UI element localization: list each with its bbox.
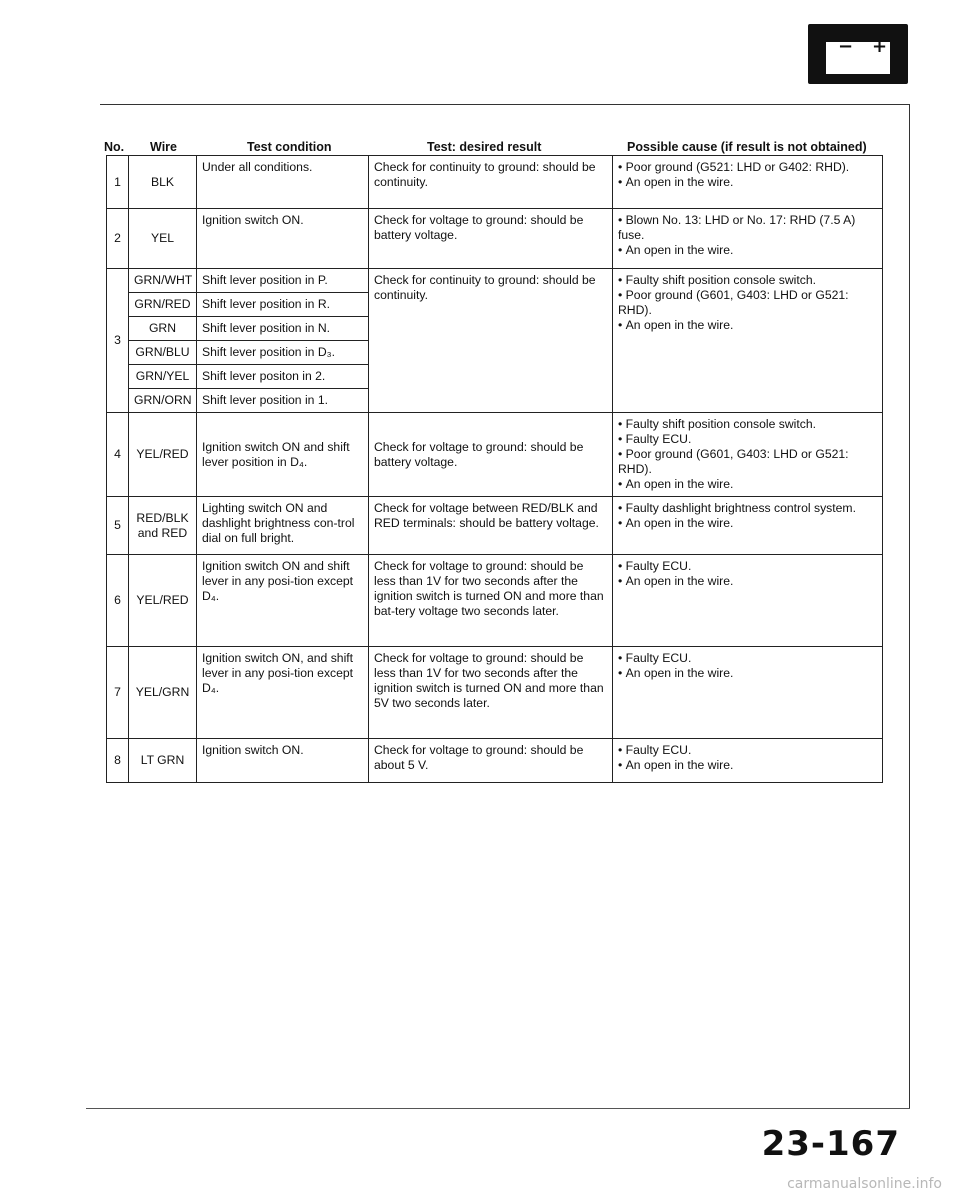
possible-cause — [613, 269, 883, 413]
possible-cause — [613, 555, 883, 647]
wire-color: GRN/ORN — [129, 389, 197, 413]
wire-color: LT GRN — [129, 739, 197, 783]
wire-test-table — [106, 155, 883, 783]
page-number: 23-167 — [761, 1124, 900, 1164]
row-number: 3 — [107, 269, 129, 413]
table-row — [107, 647, 883, 739]
row-number: 1 — [107, 156, 129, 209]
row-number: 4 — [107, 413, 129, 497]
wire-color: RED/BLK and RED — [129, 497, 197, 555]
test-condition: Shift lever position in P. — [197, 269, 369, 293]
test-condition: Shift lever position in R. — [197, 293, 369, 317]
cause-item: • Faulty ECU. — [618, 432, 877, 447]
possible-cause — [613, 413, 883, 497]
desired-result: Check for continuity to ground: should be continuity. — [369, 269, 613, 413]
table-row — [107, 269, 883, 293]
row-number: 6 — [107, 555, 129, 647]
cause-item: • Poor ground (G601, G403: LHD or G521: RHD). — [618, 288, 877, 318]
wire-color: GRN/YEL — [129, 365, 197, 389]
possible-cause — [613, 209, 883, 269]
wire-color: GRN/BLU — [129, 341, 197, 365]
desired-result: Check for voltage to ground: should be less than 1V for two seconds after the ignition switch is turned ON and more than 5V two seconds later. — [369, 647, 613, 739]
row-number: 5 — [107, 497, 129, 555]
table-row — [107, 209, 883, 269]
wire-color: YEL/RED — [129, 555, 197, 647]
cause-item: • An open in the wire. — [618, 516, 877, 531]
cause-item: • An open in the wire. — [618, 574, 877, 589]
wire-color: BLK — [129, 156, 197, 209]
test-condition: Under all conditions. — [197, 156, 369, 209]
cause-item: • Faulty ECU. — [618, 559, 877, 574]
cause-item: • Faulty dashlight brightness control system. — [618, 501, 877, 516]
cause-item: • An open in the wire. — [618, 477, 877, 492]
test-condition: Shift lever position in N. — [197, 317, 369, 341]
test-condition: Ignition switch ON. — [197, 739, 369, 783]
possible-cause — [613, 739, 883, 783]
test-condition: Shift lever position in 1. — [197, 389, 369, 413]
cause-item: • An open in the wire. — [618, 666, 877, 681]
wire-color: YEL/GRN — [129, 647, 197, 739]
cause-item: • An open in the wire. — [618, 758, 877, 773]
cause-item: • Faulty shift position console switch. — [618, 273, 877, 288]
cause-item: • Poor ground (G521: LHD or G402: RHD). — [618, 160, 877, 175]
test-condition: Ignition switch ON and shift lever position in D₄. — [197, 413, 369, 497]
desired-result: Check for voltage to ground: should be less than 1V for two seconds after the ignition switch is turned ON and more than bat-tery voltage two seconds later. — [369, 555, 613, 647]
cause-item: • Poor ground (G601, G403: LHD or G521: RHD). — [618, 447, 877, 477]
cause-item: • An open in the wire. — [618, 243, 877, 258]
minus-icon: − — [838, 36, 854, 57]
table-row — [107, 156, 883, 209]
cause-item: • Faulty ECU. — [618, 743, 877, 758]
desired-result: Check for voltage to ground: should be about 5 V. — [369, 739, 613, 783]
cause-item: • Faulty shift position console switch. — [618, 417, 877, 432]
table-row — [107, 413, 883, 497]
test-condition: Ignition switch ON and shift lever in any posi-tion except D₄. — [197, 555, 369, 647]
wire-color: YEL — [129, 209, 197, 269]
possible-cause — [613, 647, 883, 739]
right-rule — [909, 104, 910, 1108]
wire-color: YEL/RED — [129, 413, 197, 497]
row-number: 8 — [107, 739, 129, 783]
test-condition: Shift lever position in D₃. — [197, 341, 369, 365]
cause-item: • Faulty ECU. — [618, 651, 877, 666]
table-row — [107, 497, 883, 555]
top-rule — [100, 104, 910, 105]
test-condition: Shift lever positon in 2. — [197, 365, 369, 389]
desired-result: Check for voltage to ground: should be battery voltage. — [369, 209, 613, 269]
cause-item: • An open in the wire. — [618, 318, 877, 333]
desired-result: Check for voltage to ground: should be battery voltage. — [369, 413, 613, 497]
cause-item: • An open in the wire. — [618, 175, 877, 190]
source-watermark[interactable]: carmanualsonline.info — [787, 1176, 942, 1192]
desired-result: Check for voltage between RED/BLK and RED terminals: should be battery voltage. — [369, 497, 613, 555]
test-condition: Lighting switch ON and dashlight brightness con-trol dial on full bright. — [197, 497, 369, 555]
header-cause: Possible cause (if result is not obtained) — [627, 140, 867, 154]
table-row — [107, 739, 883, 783]
plus-icon: + — [872, 36, 888, 57]
bottom-rule — [86, 1108, 910, 1109]
wire-color: GRN/RED — [129, 293, 197, 317]
desired-result: Check for continuity to ground: should be continuity. — [369, 156, 613, 209]
table-row — [107, 555, 883, 647]
possible-cause — [613, 156, 883, 209]
header-condition: Test condition — [247, 140, 332, 154]
battery-icon — [808, 24, 908, 84]
row-number: 2 — [107, 209, 129, 269]
header-wire: Wire — [150, 140, 177, 154]
cause-item: • Blown No. 13: LHD or No. 17: RHD (7.5 A) fuse. — [618, 213, 877, 243]
test-condition: Ignition switch ON, and shift lever in any posi-tion except D₄. — [197, 647, 369, 739]
header-no: No. — [104, 140, 125, 154]
wire-color: GRN/WHT — [129, 269, 197, 293]
test-condition: Ignition switch ON. — [197, 209, 369, 269]
row-number: 7 — [107, 647, 129, 739]
wire-color: GRN — [129, 317, 197, 341]
header-result: Test: desired result — [427, 140, 542, 154]
possible-cause — [613, 497, 883, 555]
